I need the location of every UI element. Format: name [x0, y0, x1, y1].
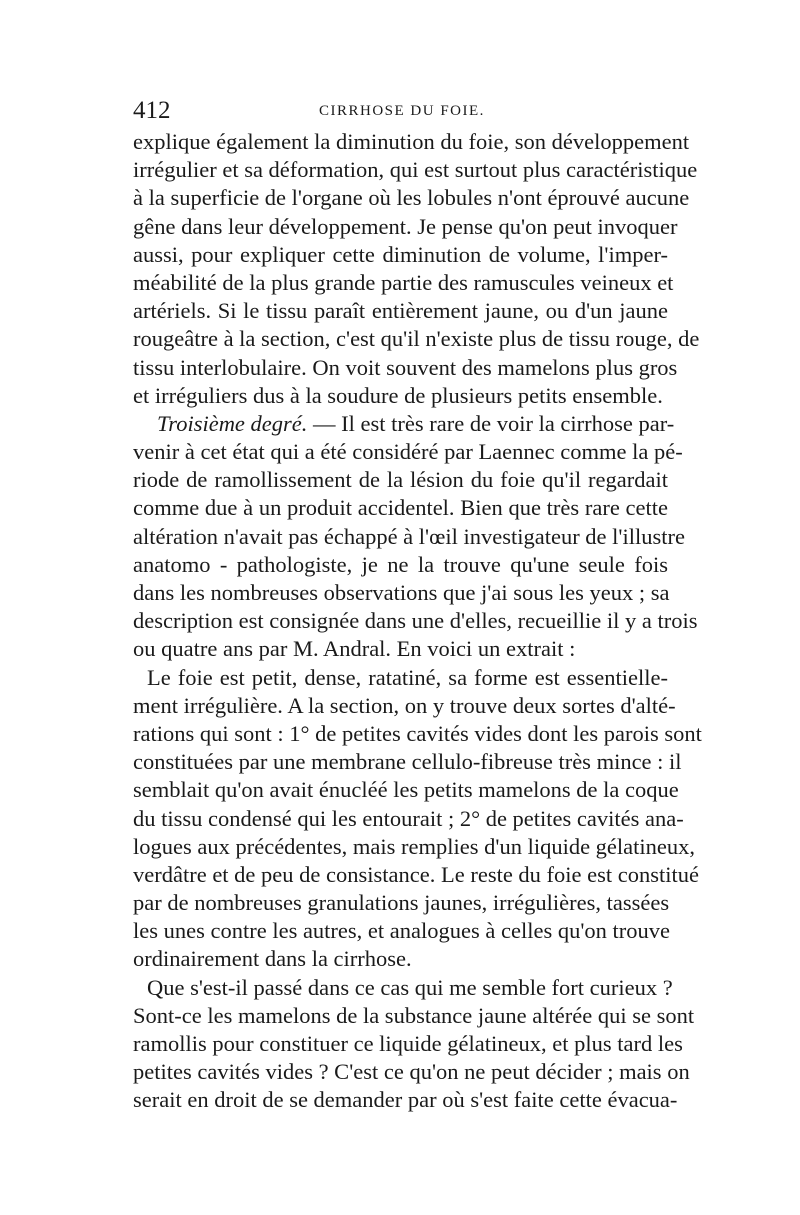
text-line: altération n'avait pas échappé à l'œil investigateur de l'illustre [133, 523, 685, 549]
text-run: — Il est très rare de voir la cirrhose par- [307, 410, 675, 436]
text-line: anatomo - pathologiste, je ne la trouve qu'une seule fois [133, 551, 668, 577]
text-line: du tissu condensé qui les entourait ; 2° de petites cavités ana- [133, 805, 684, 831]
text-line: tissu interlobulaire. On voit souvent des mamelons plus gros [133, 354, 678, 380]
page-header [133, 96, 668, 126]
text-line: comme due à un produit accidentel. Bien que très rare cette [133, 495, 668, 521]
text-line: irrégulier et sa déformation, qui est surtout plus caractéristique [133, 157, 698, 183]
text-line: serait en droit de se demander par où s'est faite cette évacua- [133, 1087, 678, 1113]
text-line: dans les nombreuses observations que j'ai sous les yeux ; sa [133, 580, 670, 605]
text-line: méabilité de la plus grande partie des ramuscules veineux et [133, 269, 674, 295]
text-line: ramollis pour constituer ce liquide gélatineux, et plus tard les [133, 1031, 683, 1056]
text-line: petites cavités vides ? C'est ce qu'on ne peut décider ; mais on [133, 1059, 690, 1085]
text-line: explique également la diminution du foie, son développement [133, 129, 690, 154]
paragraph-first-line: Que s'est-il passé dans ce cas qui me semble fort curieux ? [147, 974, 673, 1000]
body-text [133, 128, 702, 1115]
running-title: CIRRHOSE DU FOIE. [319, 103, 485, 119]
page-number: 412 [133, 97, 171, 124]
section-heading: Troisième degré. [157, 410, 308, 436]
text-line: venir à cet état qui a été considéré par Laennec comme la pé- [133, 439, 683, 465]
text-line: logues aux précédentes, mais remplies d'un liquide gélatineux, [133, 833, 696, 859]
text-line: par de nombreuses granulations jaunes, irrégulières, tassées [133, 890, 670, 916]
text-line: constituées par une membrane cellulo-fibreuse très mince : il [133, 749, 682, 775]
text-line: verdâtre et de peu de consistance. Le reste du foie est constitué [133, 861, 700, 887]
text-line: rations qui sont : 1° de petites cavités vides dont les parois sont [133, 720, 702, 746]
paragraph-first-line: Le foie est petit, dense, ratatiné, sa forme est essentielle- [147, 664, 668, 690]
text-line: ordinairement dans la cirrhose. [133, 946, 412, 972]
text-line: ou quatre ans par M. Andral. En voici un extrait : [133, 636, 576, 662]
text-line: et irréguliers dus à la soudure de plusieurs petits ensemble. [133, 382, 663, 408]
text-line: Sont-ce les mamelons de la substance jaune altérée qui se sont [133, 1002, 695, 1028]
text-line: les unes contre les autres, et analogues à celles qu'on trouve [133, 918, 670, 944]
text-line: semblait qu'on avait énucléé les petits mamelons de la coque [133, 777, 679, 803]
text-line: ment irrégulière. A la section, on y trouve deux sortes d'alté- [133, 692, 676, 718]
paragraph-first-line [133, 410, 675, 438]
text-line: rougeâtre à la section, c'est qu'il n'existe plus de tissu rouge, de [133, 326, 700, 352]
text-line: à la superficie de l'organe où les lobules n'ont éprouvé aucune [133, 185, 690, 211]
text-line: description est consignée dans une d'elles, recueillie il y a trois [133, 608, 698, 634]
text-line: riode de ramollissement de la lésion du foie qu'il regardait [133, 467, 668, 493]
text-line: gêne dans leur développement. Je pense qu'on peut invoquer [133, 213, 678, 239]
text-line: aussi, pour expliquer cette diminution de volume, l'imper- [133, 241, 668, 267]
text-line: artériels. Si le tissu paraît entièrement jaune, ou d'un jaune [133, 298, 668, 324]
